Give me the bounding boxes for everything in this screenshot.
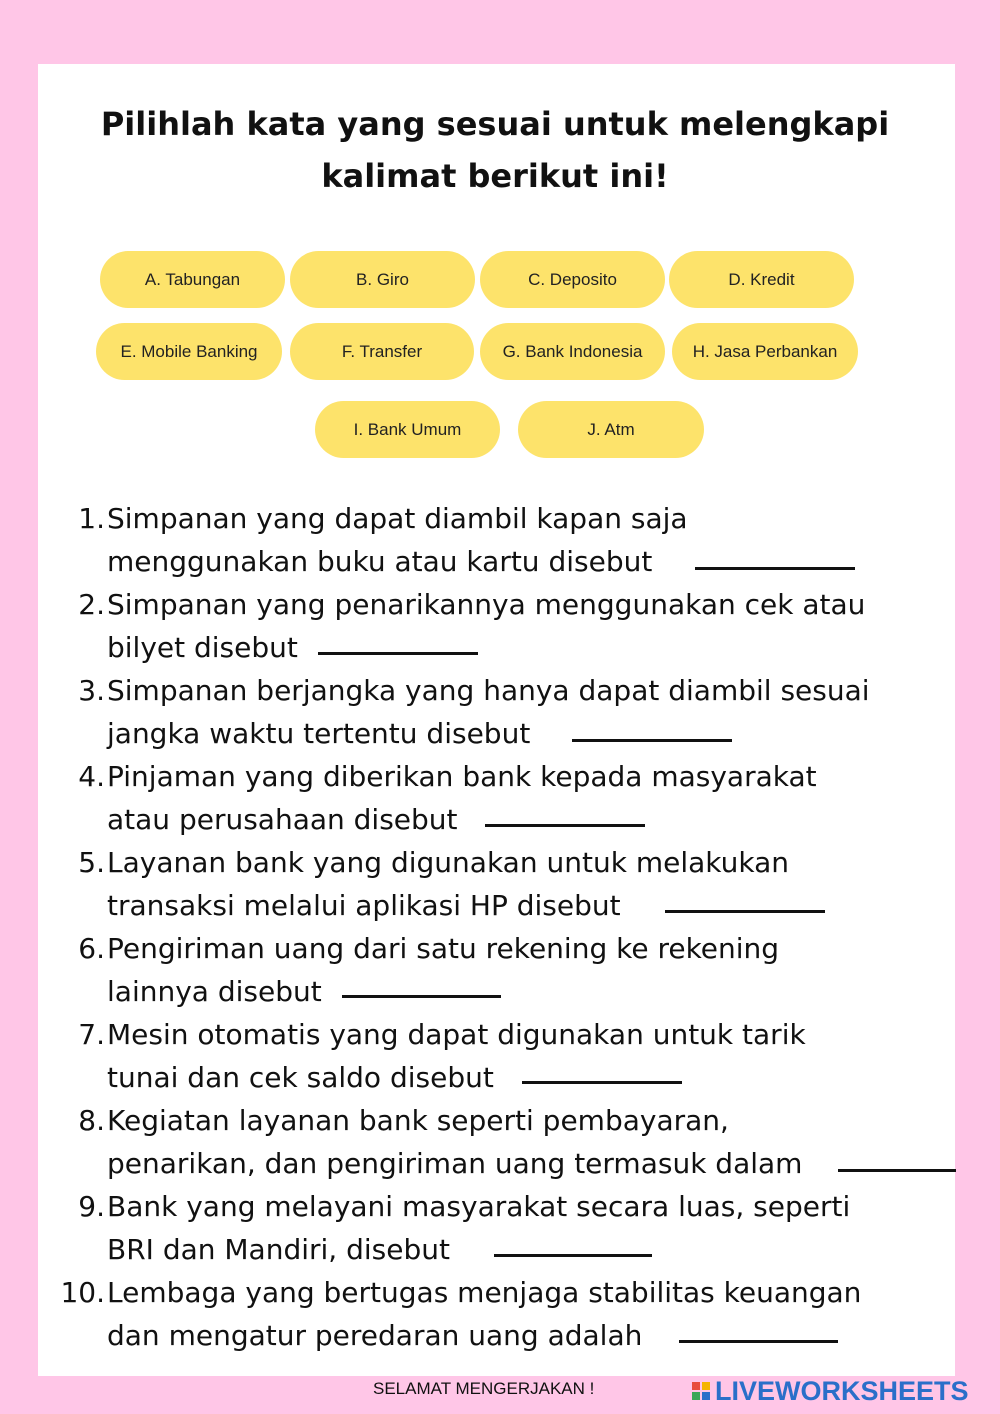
question-text-line-2: dan mengatur peredaran uang adalah	[107, 1319, 643, 1352]
option-b-chip[interactable]: B. Giro	[290, 251, 475, 308]
question-item	[0, 755, 1000, 841]
question-text-line-2: transaksi melalui aplikasi HP disebut	[107, 889, 621, 922]
question-number: 4.	[78, 760, 105, 793]
answer-blank[interactable]	[679, 1340, 838, 1343]
question-text-line-2: atau perusahaan disebut	[107, 803, 458, 836]
question-text-line-1: Bank yang melayani masyarakat secara luas, seperti	[107, 1190, 851, 1223]
question-item	[0, 583, 1000, 669]
question-text-line-2: menggunakan buku atau kartu disebut	[107, 545, 653, 578]
question-item	[0, 1099, 1000, 1185]
question-text-line-1: Pengiriman uang dari satu rekening ke rekening	[107, 932, 780, 965]
question-item	[0, 497, 1000, 583]
answer-blank[interactable]	[695, 567, 855, 570]
option-i-chip[interactable]: I. Bank Umum	[315, 401, 500, 458]
question-number: 7.	[78, 1018, 105, 1051]
option-f-chip[interactable]: F. Transfer	[290, 323, 474, 380]
question-item	[0, 1271, 1000, 1357]
question-number: 9.	[78, 1190, 105, 1223]
question-item	[0, 1185, 1000, 1271]
answer-blank[interactable]	[522, 1081, 682, 1084]
question-text-line-2: tunai dan cek saldo disebut	[107, 1061, 494, 1094]
option-j-chip[interactable]: J. Atm	[518, 401, 704, 458]
question-number: 1.	[78, 502, 105, 535]
question-number: 3.	[78, 674, 105, 707]
question-text-line-1: Pinjaman yang diberikan bank kepada masyarakat	[107, 760, 817, 793]
answer-blank[interactable]	[342, 995, 501, 998]
question-text-line-1: Mesin otomatis yang dapat digunakan untuk tarik	[107, 1018, 806, 1051]
answer-blank[interactable]	[572, 739, 732, 742]
question-text-line-2: lainnya disebut	[107, 975, 322, 1008]
question-number: 2.	[78, 588, 105, 621]
closing-message: SELAMAT MENGERJAKAN !	[373, 1379, 595, 1398]
question-item	[0, 841, 1000, 927]
question-number: 6.	[78, 932, 105, 965]
question-text-line-2: bilyet disebut	[107, 631, 298, 664]
question-text-line-1: Lembaga yang bertugas menjaga stabilitas keuangan	[107, 1276, 862, 1309]
question-item	[0, 669, 1000, 755]
question-text-line-1: Simpanan yang dapat diambil kapan saja	[107, 502, 688, 535]
answer-blank[interactable]	[838, 1169, 956, 1172]
option-h-chip[interactable]: H. Jasa Perbankan	[672, 323, 858, 380]
question-text-line-1: Layanan bank yang digunakan untuk melakukan	[107, 846, 789, 879]
question-item	[0, 1013, 1000, 1099]
title-line-1: Pilihlah kata yang sesuai untuk melengkapi	[100, 105, 890, 143]
option-d-chip[interactable]: D. Kredit	[669, 251, 854, 308]
question-number: 8.	[78, 1104, 105, 1137]
option-c-chip[interactable]: C. Deposito	[480, 251, 665, 308]
logo-grid-icon	[692, 1382, 710, 1400]
liveworksheets-logo[interactable]	[692, 1374, 969, 1408]
question-text-line-2: penarikan, dan pengiriman uang termasuk dalam	[107, 1147, 803, 1180]
question-text-line-1: Simpanan yang penarikannya menggunakan cek atau	[107, 588, 866, 621]
answer-blank[interactable]	[485, 824, 645, 827]
question-text-line-1: Simpanan berjangka yang hanya dapat diambil sesuai	[107, 674, 870, 707]
question-list	[0, 497, 1000, 1357]
option-a-chip[interactable]: A. Tabungan	[100, 251, 285, 308]
option-g-chip[interactable]: G. Bank Indonesia	[480, 323, 665, 380]
title-line-2: kalimat berikut ini!	[321, 157, 669, 195]
question-text-line-2: jangka waktu tertentu disebut	[107, 717, 531, 750]
worksheet-title	[0, 98, 990, 202]
question-item	[0, 927, 1000, 1013]
question-text-line-2: BRI dan Mandiri, disebut	[107, 1233, 450, 1266]
question-number: 5.	[78, 846, 105, 879]
question-number: 10.	[60, 1276, 105, 1309]
answer-blank[interactable]	[318, 652, 478, 655]
logo-brand-text: LIVEWORKSHEETS	[715, 1375, 969, 1406]
answer-blank[interactable]	[665, 910, 825, 913]
answer-blank[interactable]	[494, 1254, 652, 1257]
option-e-chip[interactable]: E. Mobile Banking	[96, 323, 282, 380]
question-text-line-1: Kegiatan layanan bank seperti pembayaran,	[107, 1104, 729, 1137]
